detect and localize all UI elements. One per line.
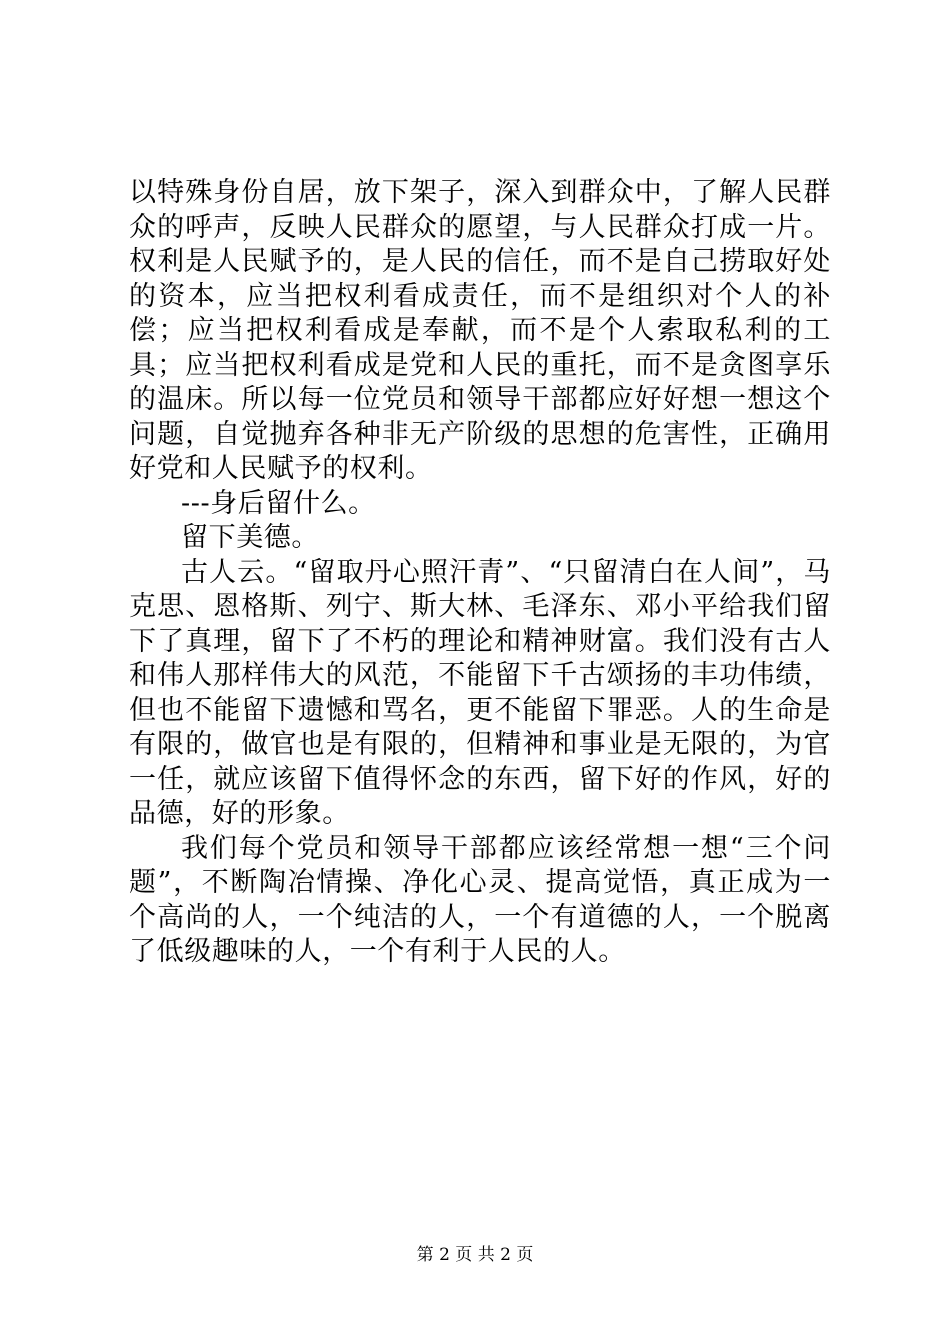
paragraph-conclusion: 我们每个党员和领导干部都应该经常想一想“三个问题”，不断陶冶情操、净化心灵、提高觉悟，真正成为一个高尚的人，一个纯洁的人，一个有道德的人，一个脱离了低级趣味的人，一个有利于人民的人。 [129, 832, 831, 967]
paragraph-ancients: 古人云。“留取丹心照汗青”、“只留清白在人间”，马克思、恩格斯、列宁、斯大林、毛泽东、邓小平给我们留下了真理，留下了不朽的理论和精神财富。我们没有古人和伟人那样伟大的风范，不能留下千古颂扬的丰功伟绩，但也不能留下遗憾和骂名，更不能留下罪恶。人的生命是有限的，做官也是有限的，但精神和事业是无限的，为官一任，就应该留下值得怀念的东西，留下好的作风，好的品德，好的形象。 [129, 556, 831, 829]
page-footer [0, 1243, 950, 1267]
paragraph-continuation: 以特殊身份自居，放下架子，深入到群众中，了解人民群众的呼声，反映人民群众的愿望，与人民群众打成一片。权利是人民赋予的，是人民的信任，而不是自己捞取好处的资本，应当把权利看成责任，而不是组织对个人的补偿；应当把权利看成是奉献，而不是个人索取私利的工具；应当把权利看成是党和人民的重托，而不是贪图享乐的温床。所以每一位党员和领导干部都应好好想一想这个问题，自觉抛弃各种非无产阶级的思想的危害性，正确用好党和人民赋予的权利。 [129, 177, 831, 484]
section-subheading: 留下美德。 [181, 522, 319, 553]
page-number-label: 第 2 页 共 2 页 [416, 1245, 534, 1265]
section-heading: ---身后留什么。 [181, 487, 376, 519]
document-body [129, 176, 831, 970]
